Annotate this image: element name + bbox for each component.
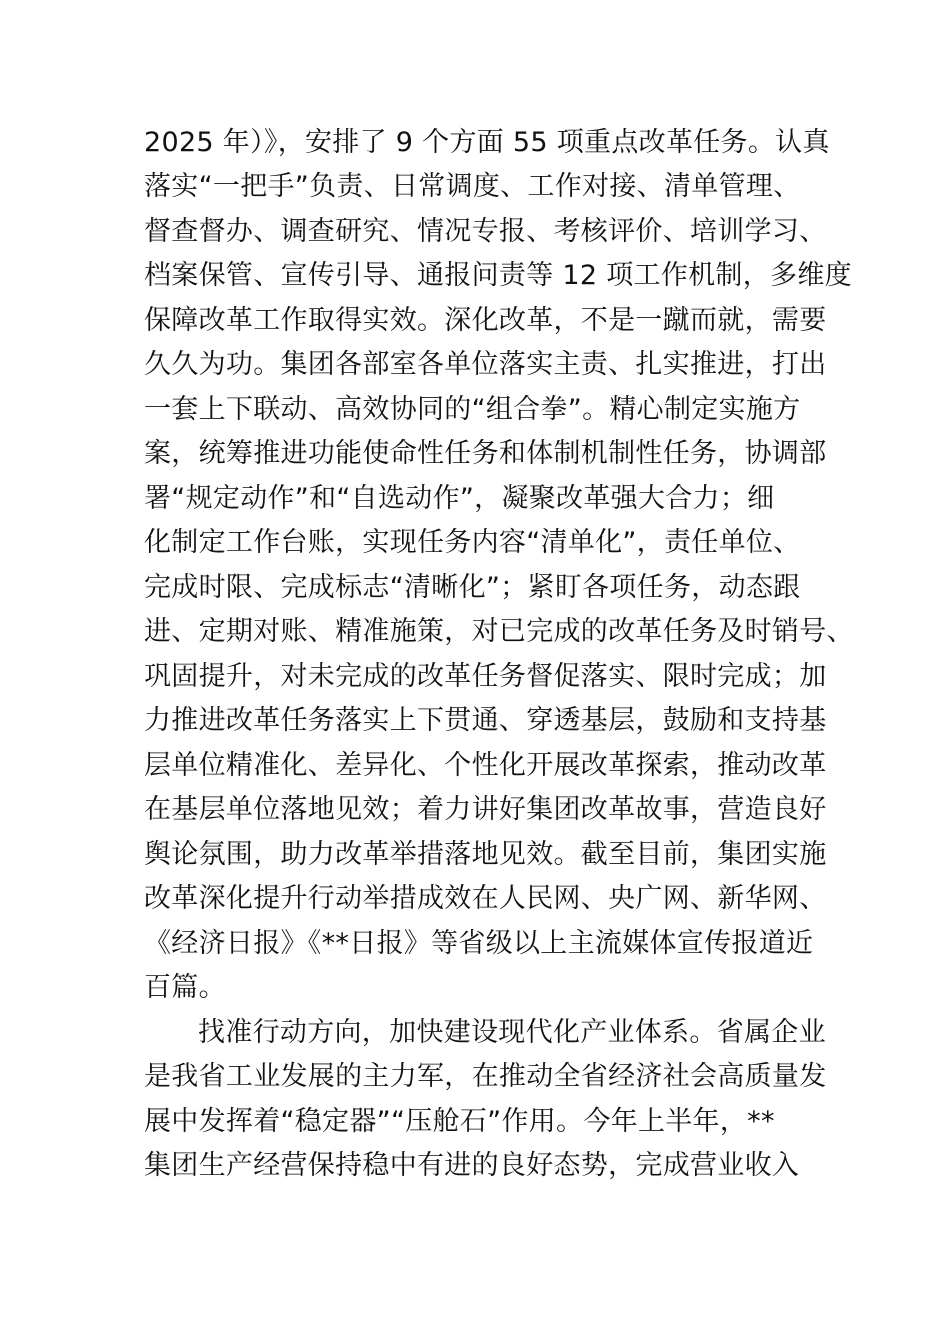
- text-line: 层单位精准化、差异化、个性化开展改革探索，推动改革: [144, 750, 827, 781]
- text-line: 督查督办、调查研究、情况专报、考核评价、培训学习、: [144, 216, 827, 247]
- text-line: 在基层单位落地见效；着力讲好集团改革故事，营造良好: [144, 794, 827, 825]
- text-line: 展中发挥着“稳定器”“压舱石”作用。今年上半年，**: [144, 1106, 775, 1137]
- text-line: 久久为功。集团各部室各单位落实主责、扎实推进，打出: [144, 349, 827, 380]
- text-line: 完成时限、完成标志“清晰化”；紧盯各项任务，动态跟: [144, 572, 801, 603]
- paragraph-first-line: 找准行动方向，加快建设现代化产业体系。省属企业: [198, 1017, 826, 1048]
- text-line: 案，统筹推进功能使命性任务和体制机制性任务，协调部: [144, 438, 827, 469]
- text-line: 化制定工作台账，实现任务内容“清单化”，责任单位、: [144, 527, 801, 558]
- text-line: 力推进改革任务落实上下贯通、穿透基层，鼓励和支持基: [144, 705, 827, 736]
- text-line: 改革深化提升行动举措成效在人民网、央广网、新华网、: [144, 883, 827, 914]
- text-line: 保障改革工作取得实效。深化改革，不是一蹴而就，需要: [144, 305, 827, 336]
- text-line: 百篇。: [144, 972, 226, 1003]
- text-line: 落实“一把手”负责、日常调度、工作对接、清单管理、: [144, 171, 801, 202]
- text-line: 《经济日报》《**日报》等省级以上主流媒体宣传报道近: [144, 928, 814, 959]
- text-line: 是我省工业发展的主力军，在推动全省经济社会高质量发: [144, 1061, 827, 1092]
- text-line: 集团生产经营保持稳中有进的良好态势，完成营业收入: [144, 1150, 800, 1181]
- text-line: 一套上下联动、高效协同的“组合拳”。精心制定实施方: [144, 394, 801, 425]
- text-line: 舆论氛围，助力改革举措落地见效。截至目前，集团实施: [144, 839, 827, 870]
- text-line: 署“规定动作”和“自选动作”，凝聚改革强大合力；细: [144, 483, 775, 514]
- text-line: 2025 年）》，安排了 9 个方面 55 项重点改革任务。认真: [144, 127, 830, 158]
- text-line: 巩固提升，对未完成的改革任务督促落实、限时完成；加: [144, 661, 827, 692]
- text-line: 进、定期对账、精准施策，对已完成的改革任务及时销号、: [144, 616, 854, 647]
- text-line: 档案保管、宣传引导、通报问责等 12 项工作机制，多维度: [144, 260, 852, 291]
